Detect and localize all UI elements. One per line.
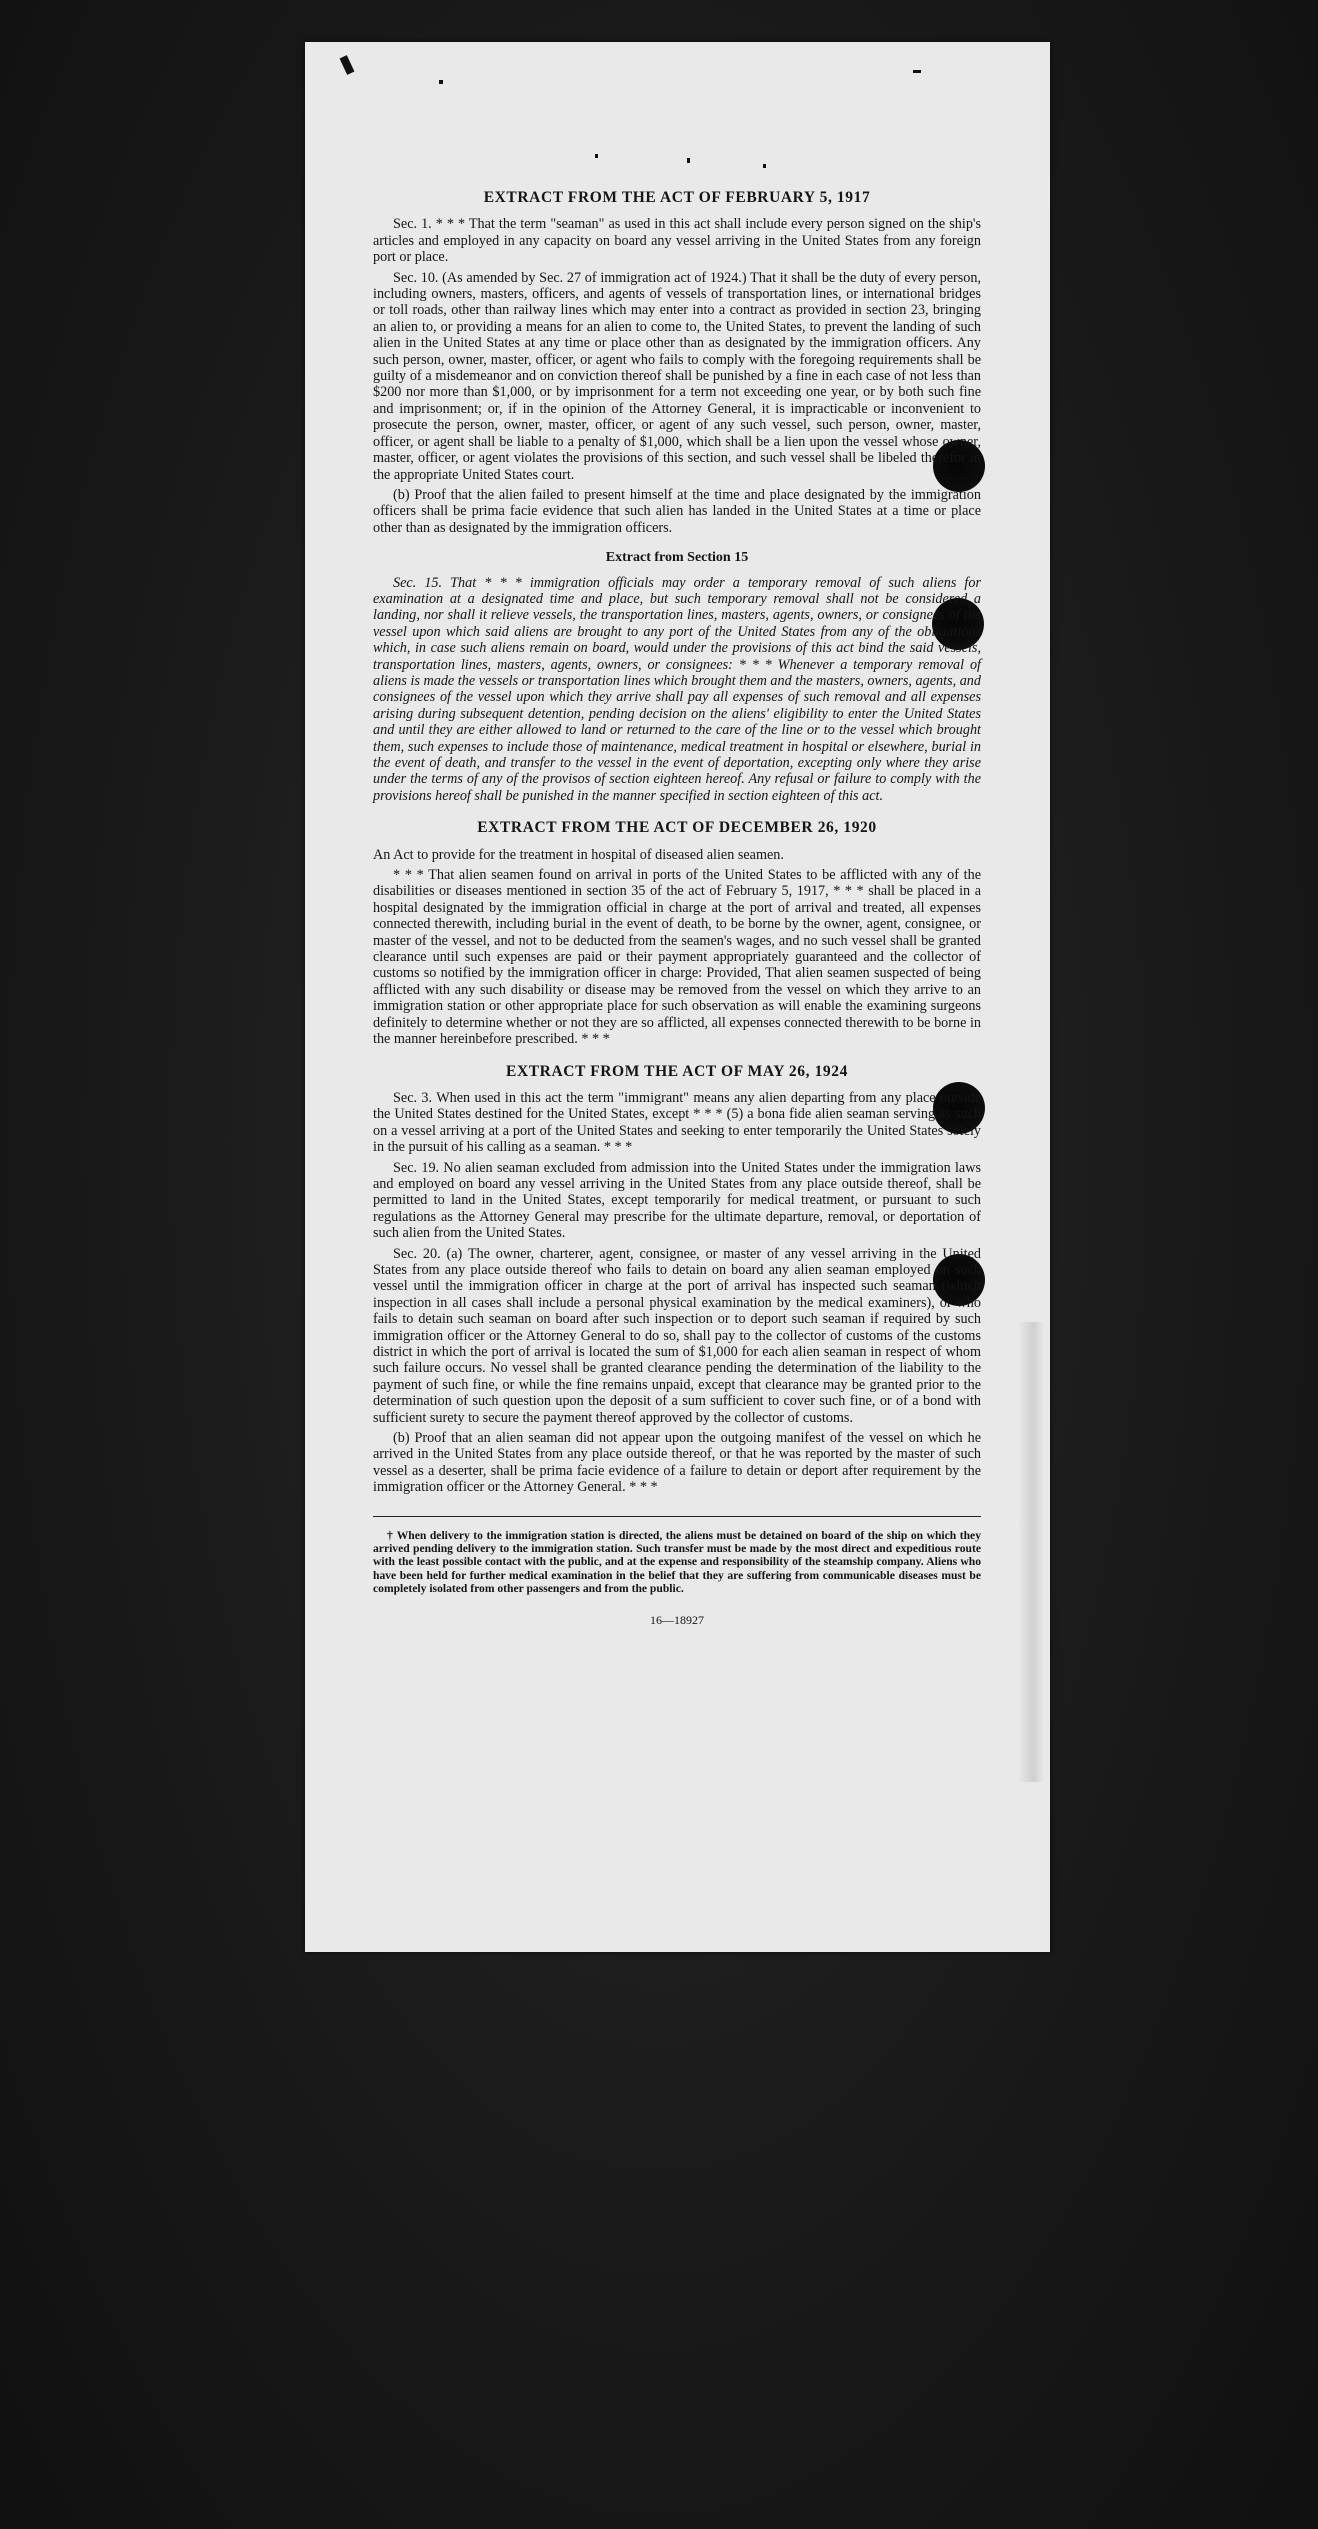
paragraph-sec-15: Sec. 15. That * * * immigration officials may order a temporary removal of such aliens for examination at a designated time and place, but such temporary removal shall not be considered a landing, nor shall it relieve vessels, the transportation lines, masters, agents, owners, or consignees of the vessel upon which said aliens are brought to any port of the United States from any of the obligations which, in case such aliens remain on board, would under the provisions of this act bind the said vessels, transportation lines, masters, agents, owners, or consignees: * * * Whenever a temporary removal of aliens is made the vessels or transportation lines which brought them and the masters, owners, agents, and consignees of the vessel upon which they arrive shall pay all expenses of such removal and all expenses arising during subsequent detention, pending decision on the aliens' eligibility to enter the United States and until they are either allowed to land or returned to the care of the line or to the vessel which brought them, such expenses to include those of maintenance, medical treatment in hospital or elsewhere, burial in the event of death, and transfer to the vessel in the event of deportation, excepting only where they arise under the terms of any of the provisos of section eighteen hereof. Any refusal or failure to comply with the provisions hereof shall be punished in the manner specified in section eighteen of this act. [373,574,981,804]
paragraph-sec-20b: (b) Proof that an alien seaman did not appear upon the outgoing manifest of the vessel on which he arrived in the United States from any place outside thereof, or that he was reported by the master of such vessel as a deserter, shall be prima facie evidence of a failure to detain or deport after requirement by the immigration officer or the Attorney General. * * * [373,1430,981,1496]
paper-speck [687,158,690,163]
paper-speck [763,164,766,168]
paragraph-sec-3: Sec. 3. When used in this act the term "immigrant" means any alien departing from any place outside the United States destined for the United States, except * * * (5) a bona fide alien seaman serving as such on a vessel arriving at a port of the United States and seeking to enter temporarily the United States solely in the pursuit of his calling as a seaman. * * * [373,1089,981,1156]
heading-act-1920: EXTRACT FROM THE ACT OF DECEMBER 26, 1920 [477,819,877,837]
paragraph-act-title-1920: An Act to provide for the treatment in hospital of diseased alien seamen. [373,846,784,863]
paragraph-sec-10: Sec. 10. (As amended by Sec. 27 of immigration act of 1924.) That it shall be the duty of every person, including owners, masters, officers, and agents of vessels of transportation lines, or international bridges or toll roads, other than railway lines which may enter into a contract as provided in section 23, bringing an alien to, or providing a means for an alien to come to, the United States, to prevent the landing of such alien in the United States at any time or place other than as designated by the immigration officers. Any such person, owner, master, officer, or agent who fails to comply with the foregoing requirements shall be guilty of a misdemeanor and on conviction thereof shall be punished by a fine in each case of not less than $200 nor more than $1,000, or by imprisonment for a term not exceeding one year, or by both such fine and imprisonment; or, if in the opinion of the Attorney General, it is impracticable or inconvenient to prosecute the person, owner, master, officer, or agent of any such vessel, such person, owner, master, officer, or agent shall be liable to a penalty of $1,000, which shall be a lien upon the vessel whose owner, master, officer, or agent violates the provisions of this section, and such vessel shall be libeled therefor in the appropriate United States court. [373,269,981,483]
paragraph-proof-landing: (b) Proof that the alien failed to present himself at the time and place designated by the immigration officers shall be prima facie evidence that such alien has landed in the United States at a time or place other than as designated by the immigration officers. [373,486,981,536]
paragraph-sec-20a: Sec. 20. (a) The owner, charterer, agent, consignee, or master of any vessel arriving in the United States from any place outside thereof who fails to detain on board any alien seaman employed on such vessel until the immigration officer in charge at the port of arrival has inspected such seaman (which inspection in all cases shall include a personal physical examination by the medical examiners), or who fails to detain such seaman on board after such inspection or to deport such seaman if required by such immigration officer or the Attorney General to do so, shall pay to the collector of customs of the customs district in which the port of arrival is located the sum of $1,000 for each alien seaman in respect of whom such failure occurs. No vessel shall be granted clearance pending the determination of the liability to the payment of such fine, or while the fine remains unpaid, except that clearance may be granted prior to the determination of such question upon the deposit of a sum sufficient to cover such fine, or of a bond with sufficient surety to secure the payment thereof approved by the collector of customs. [373,1245,981,1426]
paragraph-sec-1: Sec. 1. * * * That the term "seaman" as used in this act shall include every person signed on the ship's articles and employed in any capacity on board any vessel arriving in the United States from any foreign port or place. [373,216,981,266]
document-page [305,42,1050,1952]
paragraph-sec-19: Sec. 19. No alien seaman excluded from admission into the United States under the immigration laws and employed on board any vessel arriving in the United States from any place outside thereof, shall be permitted to land in the United States, except temporarily for medical treatment, or pursuant to such regulations as the Attorney General may prescribe for the ultimate departure, removal, or deportation of such alien from the United States. [373,1159,981,1242]
paper-stain [1018,1322,1044,1782]
paper-speck [595,154,598,158]
paragraph-alien-seamen-hospital: * * * That alien seamen found on arrival in ports of the United States to be afflicted with any of the disabilities or diseases mentioned in section 35 of the act of February 5, 1917, * * * shall be placed in a hospital designated by the immigration official in charge at the port of arrival and treated, all expenses connected therewith, including burial in the event of death, to be borne by the owner, agent, consignee, or master of the vessel, and not to be deducted from the seamen's wages, and no such vessel shall be granted clearance until such expenses are paid or their payment appropriately guaranteed and the collector of customs so notified by the immigration officer in charge: Provided, That alien seamen suspected of being afflicted with any such disability or disease may be removed from the vessel on which they arrive to an immigration station or other appropriate place for such observation as will enable the examining surgeons definitely to determine whether or not they are so afflicted, all expenses connected therewith to be borne in the manner hereinbefore prescribed. * * * [373,867,981,1048]
form-number: 16—18927 [650,1612,704,1627]
paper-speck [439,80,443,84]
heading-section-15: Extract from Section 15 [605,550,749,566]
heading-act-1917: EXTRACT FROM THE ACT OF FEBRUARY 5, 1917 [483,189,871,206]
paper-speck [913,70,921,73]
heading-act-1924: EXTRACT FROM THE ACT OF MAY 26, 1924 [506,1062,848,1080]
footnote: † When delivery to the immigration station is directed, the aliens must be detained on board of the ship on which they arrived pending delivery to the immigration station. Such transfer must be made by the most direct and expeditious route with the least possible contact with the public, and at the expense and responsibility of the steamship company. Aliens who have been held for further medical examination in the belief that they are suffering from communicable diseases must be completely isolated from other passengers and from the public. [373,1528,981,1596]
document-body [373,190,981,1628]
footnote-divider [373,1516,981,1517]
paper-speck [340,55,355,75]
